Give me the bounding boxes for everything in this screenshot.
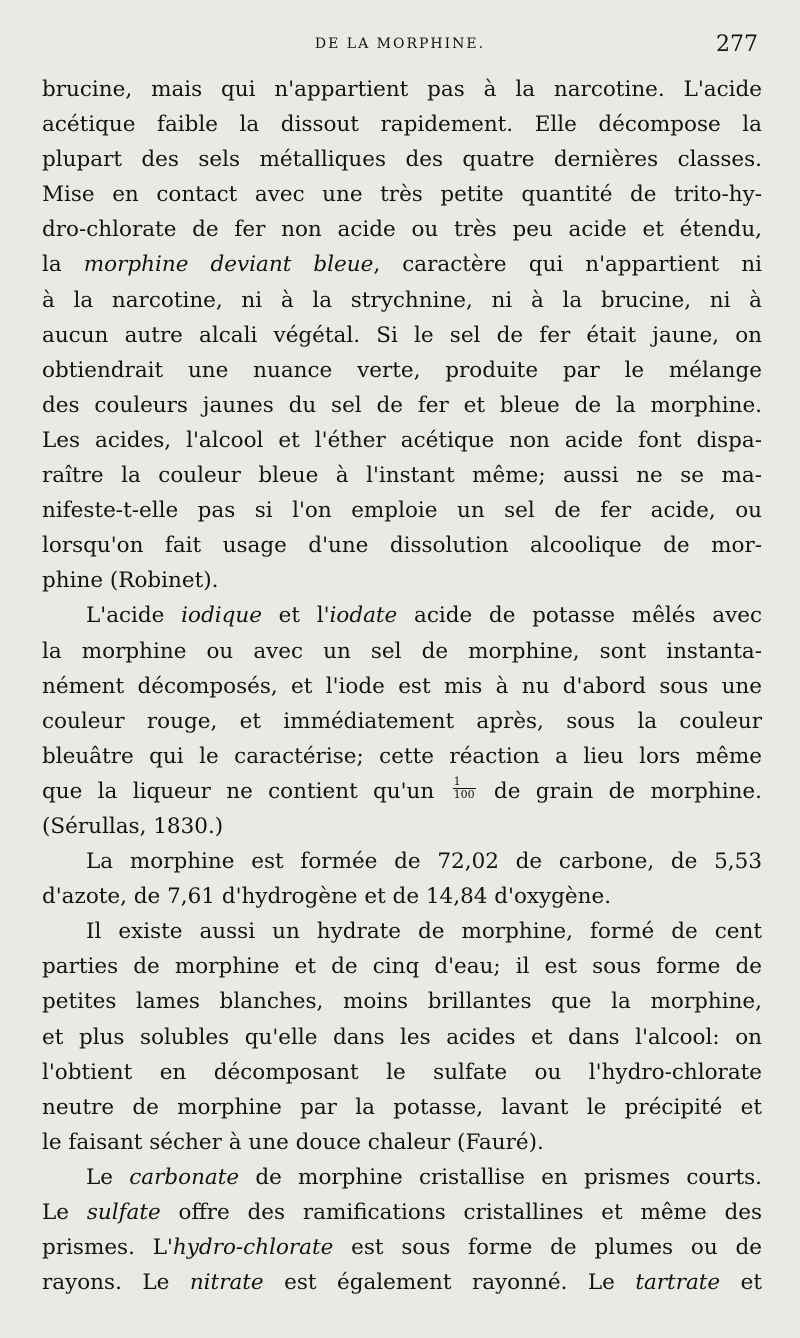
text-run: , caractère qui n'appartient ni: [373, 252, 762, 278]
text-line: [42, 1230, 762, 1265]
text-run: le faisant sécher à une douce chaleur (Fauré).: [42, 1129, 544, 1155]
text-run: nifeste-t-elle pas si l'on emploie un sel de fer acide, ou: [42, 498, 762, 524]
text-line: [42, 528, 762, 563]
italic-text: hydro-chlorate: [172, 1235, 334, 1261]
text-run: que la liqueur ne contient qu'un: [42, 778, 450, 804]
text-line: [42, 458, 762, 493]
text-run: Il existe aussi un hydrate de morphine, formé de cent: [86, 919, 762, 945]
text-run: est sous forme de plumes ou de: [333, 1235, 763, 1261]
text-run: de morphine cristallise en prismes courts.: [239, 1164, 762, 1190]
text-run: Les acides, l'alcool et l'éther acétique non acide font dispa-: [42, 427, 762, 453]
italic-text: iodate: [329, 603, 398, 629]
text-run: aucun autre alcali végétal. Si le sel de fer était jaune, on: [42, 322, 762, 348]
text-line: [42, 563, 762, 598]
text-run: raître la couleur bleue à l'instant même; aussi ne se ma-: [42, 463, 762, 489]
text-line: [42, 72, 762, 107]
text-line: [42, 1265, 762, 1300]
text-run: nément décomposés, et l'iode est mis à nu d'abord sous une: [42, 673, 762, 699]
italic-text: iodique: [181, 603, 262, 629]
text-line: [42, 949, 762, 984]
text-run: Mise en contact avec une très petite quantité de trito-hy-: [42, 182, 762, 208]
text-run: obtiendrait une nuance verte, produite par le mélange: [42, 357, 762, 383]
text-run: bleuâtre qui le caractérise; cette réaction a lieu lors même: [42, 743, 762, 769]
text-run: à la narcotine, ni à la strychnine, ni à la brucine, ni à: [42, 287, 762, 313]
text-line: [42, 984, 762, 1019]
text-run: d'azote, de 7,61 d'hydrogène et de 14,84 d'oxygène.: [42, 884, 612, 910]
text-line: [42, 634, 762, 669]
text-run: parties de morphine et de cinq d'eau; il est sous forme de: [42, 954, 762, 980]
text-line: [42, 423, 762, 458]
text-run: offre des ramifications cristallines et même des: [160, 1200, 762, 1225]
text-line: [42, 212, 762, 247]
running-title: DE LA MORPHINE.: [314, 36, 486, 52]
text-run: la: [42, 252, 84, 278]
text-run: plupart des sels métalliques des quatre dernières classes.: [42, 147, 762, 173]
text-run: L'acide: [86, 603, 182, 629]
text-line: [42, 1055, 762, 1090]
text-run: l'obtient en décomposant le sulfate ou l'hydro-chlorate: [42, 1059, 762, 1085]
text-run: brucine, mais qui n'appartient pas à la narcotine. L'acide: [42, 77, 762, 102]
text-line: [42, 388, 762, 423]
text-line: [42, 1020, 762, 1055]
text-line: [42, 1195, 762, 1230]
text-run: et l': [261, 603, 330, 629]
body-text: [42, 72, 762, 1300]
text-run: et plus solubles qu'elle dans les acides et dans l'alcool: on: [42, 1024, 762, 1050]
text-line: [42, 318, 762, 353]
text-run: prismes. L': [42, 1235, 173, 1261]
italic-text: tartrate: [635, 1270, 721, 1296]
text-line: [42, 1160, 762, 1195]
text-line: [42, 669, 762, 704]
text-run: de grain de morphine.: [478, 778, 762, 804]
page-number: 277: [716, 32, 758, 57]
text-line: [42, 177, 762, 212]
italic-text: nitrate: [189, 1270, 264, 1296]
text-line: [42, 598, 762, 633]
text-line: [42, 774, 762, 809]
italic-text: morphine deviant bleue: [83, 252, 374, 278]
text-line: [42, 704, 762, 739]
text-run: couleur rouge, et immédiatement après, sous la couleur: [42, 708, 762, 734]
fraction-numerator: 1: [453, 776, 476, 789]
running-head: [40, 32, 760, 66]
text-run: est également rayonné. Le: [263, 1270, 636, 1296]
italic-text: carbonate: [129, 1164, 240, 1190]
fraction-denominator: 100: [453, 788, 475, 802]
text-line: [42, 1090, 762, 1125]
text-run: dro-chlorate de fer non acide ou très peu acide et étendu,: [42, 217, 762, 243]
text-run: petites lames blanches, moins brillantes que la morphine,: [42, 989, 762, 1015]
text-run: la morphine ou avec un sel de morphine, sont instanta-: [42, 638, 762, 664]
italic-text: sulfate: [86, 1200, 161, 1225]
text-run: acétique faible la dissout rapidement. Elle décompose la: [42, 112, 762, 138]
text-run: Le: [86, 1164, 130, 1190]
text-line: [42, 739, 762, 774]
text-line: [42, 1125, 762, 1160]
text-run: phine (Robinet).: [42, 568, 219, 594]
text-run: des couleurs jaunes du sel de fer et bleue de la morphine.: [42, 392, 762, 418]
text-line: [42, 107, 762, 142]
text-line: [42, 247, 762, 282]
text-run: acide de potasse mêlés avec: [397, 603, 762, 629]
fraction: [453, 776, 476, 801]
text-line: [42, 283, 762, 318]
text-line: [42, 353, 762, 388]
text-line: [42, 879, 762, 914]
text-line: [42, 809, 762, 844]
text-run: Le: [42, 1200, 87, 1225]
text-run: rayons. Le: [42, 1270, 190, 1296]
text-run: (Sérullas, 1830.): [42, 813, 224, 839]
text-line: [42, 844, 762, 879]
text-run: et: [720, 1270, 762, 1296]
text-run: La morphine est formée de 72,02 de carbone, de 5,53: [86, 849, 762, 875]
text-run: lorsqu'on fait usage d'une dissolution alcoolique de mor-: [42, 533, 762, 559]
text-run: neutre de morphine par la potasse, lavant le précipité et: [42, 1094, 762, 1120]
text-line: [42, 493, 762, 528]
text-line: [42, 142, 762, 177]
text-line: [42, 914, 762, 949]
